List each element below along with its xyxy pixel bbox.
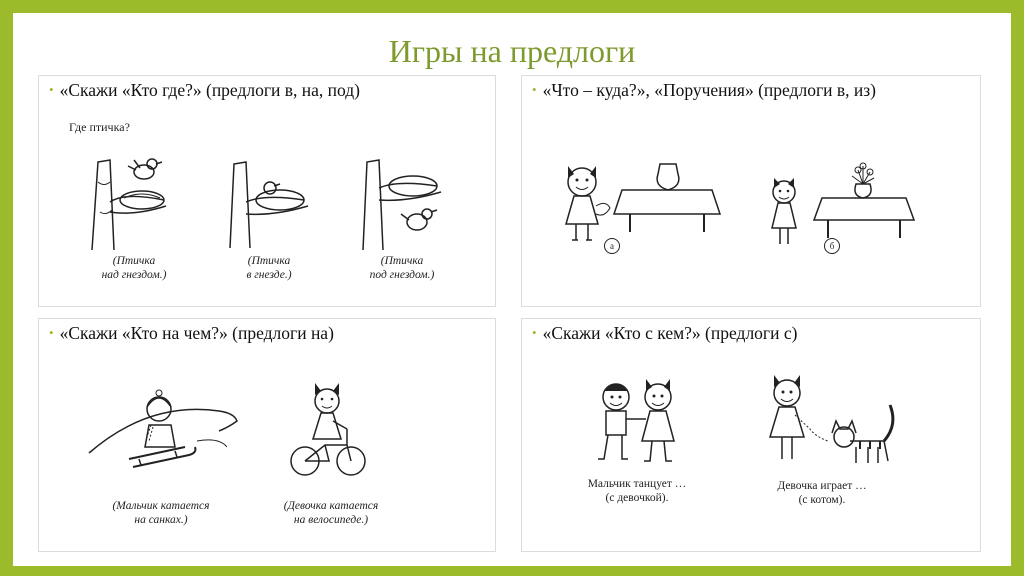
tree-icon [363, 160, 383, 250]
girl-on-bicycle-illustration [289, 381, 369, 491]
marker-b: б [824, 238, 840, 254]
panel-heading [532, 80, 876, 101]
table-with-vase-illustration [612, 160, 722, 240]
caption-cat: Девочка играет … (с котом). [777, 480, 867, 506]
panel-heading [49, 323, 334, 344]
bullet-icon: • [49, 325, 54, 340]
panel-on-what [38, 318, 496, 552]
girl-icon [770, 375, 828, 459]
table-icon [814, 198, 914, 238]
caption-above: (Птичка над гнездом.) [101, 255, 167, 281]
bicycle-icon [291, 429, 365, 475]
panel-where [38, 75, 496, 307]
boy-and-girl-dancing-illustration [588, 375, 688, 471]
bullet-icon: • [49, 82, 54, 97]
tree-bird-below-illustration [357, 142, 447, 252]
marker-a: а [604, 238, 620, 254]
caption-dancing: Мальчик танцует … (с девочкой). [587, 478, 687, 504]
caption-below: (Птичка под гнездом.) [369, 255, 435, 281]
panel-with-whom [521, 318, 981, 552]
where-prompt: Где птичка? [69, 120, 130, 134]
heading-text: «Скажи «Кто на чем?» (предлоги на) [59, 323, 334, 343]
slide [13, 13, 1011, 566]
heading-text: «Что – куда?», «Поручения» (предлоги в, из) [542, 80, 876, 100]
caption-in: (Птичка в гнезде.) [246, 255, 292, 281]
vase-icon [657, 164, 679, 190]
panel-what-where [521, 75, 981, 307]
girl-icon [772, 178, 796, 244]
table-icon [614, 190, 720, 232]
girl-icon [566, 166, 598, 240]
panel-heading [49, 80, 360, 101]
nest-icon [389, 176, 437, 196]
bullet-icon: • [532, 82, 537, 97]
girl-standing-illustration [762, 172, 806, 248]
panel-heading [532, 323, 797, 344]
girl-icon [642, 379, 674, 461]
heading-text: «Скажи «Кто с кем?» (предлоги с) [542, 323, 798, 343]
bird-icon [401, 209, 437, 230]
tree-bird-in-illustration [224, 150, 314, 250]
boy-icon [598, 384, 629, 459]
bullet-icon: • [532, 325, 537, 340]
boy-on-sled-illustration [89, 381, 239, 491]
boy-icon [145, 390, 175, 447]
vase-icon [852, 163, 874, 198]
tree-icon [92, 160, 114, 250]
heading-text: «Скажи «Кто где?» (предлоги в, на, под) [59, 80, 361, 100]
bird-icon [264, 182, 280, 194]
girl-icon [313, 383, 347, 439]
tree-bird-above-illustration [84, 142, 174, 252]
bird-icon [128, 159, 162, 179]
slide-title: Игры на предлоги [388, 33, 636, 69]
caption-bicycle: (Девочка катается на велосипеде.) [283, 500, 379, 526]
caption-sled: (Мальчик катается на санках.) [112, 500, 210, 526]
tree-icon [230, 162, 250, 248]
nest-icon [256, 190, 304, 210]
table-with-flowers-illustration [812, 164, 916, 242]
girl-with-flowers-illustration [552, 156, 612, 246]
girl-with-cat-illustration [760, 371, 900, 471]
cat-icon [832, 405, 893, 463]
sled-icon [129, 447, 195, 467]
